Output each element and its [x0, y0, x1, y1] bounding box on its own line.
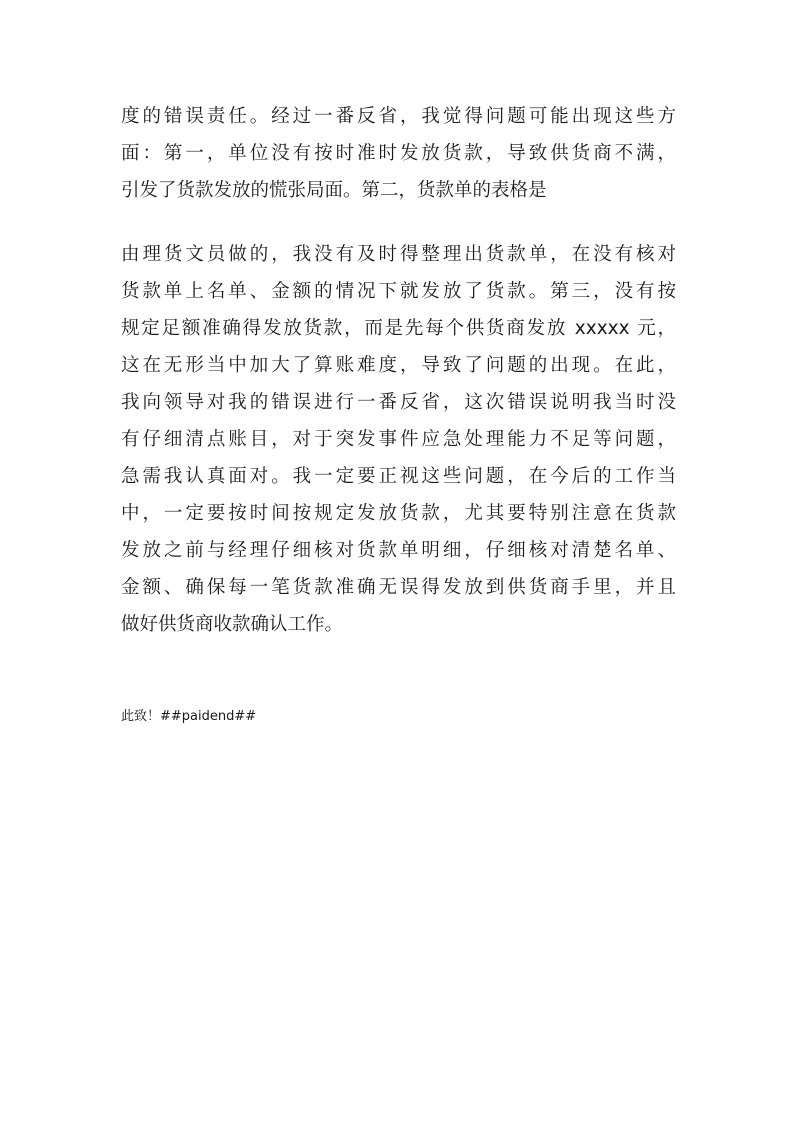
- text-line: 发放之前与经理仔细核对货款单明细，仔细核对清楚名单、: [121, 540, 676, 561]
- closing-salutation: 此致！##paidend##: [121, 709, 257, 724]
- text-line: 金额、确保每一笔货款准确无误得发放到供货商手里，并且: [121, 577, 676, 598]
- text-line: 货款单上名单、金额的情况下就发放了货款。第三，没有按: [121, 281, 676, 302]
- text-line: 由理货文员做的，我没有及时得整理出货款单，在没有核对: [121, 244, 676, 265]
- text-line: 有仔细清点账目，对于突发事件应急处理能力不足等问题，: [121, 429, 676, 450]
- text-line: 面：第一，单位没有按时准时发放货款，导致供货商不满，: [121, 143, 676, 164]
- text-line: 引发了货款发放的慌张局面。第二，货款单的表格是: [121, 180, 547, 201]
- text-line: 做好供货商收款确认工作。: [121, 614, 344, 635]
- paragraph-1: [121, 98, 676, 209]
- paragraph-2: [121, 236, 676, 643]
- text-line: 度的错误责任。经过一番反省，我觉得问题可能出现这些方: [121, 106, 676, 127]
- text-line: 规定足额准确得发放货款，而是先每个供货商发放 xxxxx 元，: [121, 318, 676, 339]
- text-line: 我向领导对我的错误进行一番反省，这次错误说明我当时没: [121, 392, 676, 413]
- text-line: 中，一定要按时间按规定发放货款，尤其要特别注意在货款: [121, 503, 676, 524]
- text-line: 急需我认真面对。我一定要正视这些问题，在今后的工作当: [121, 466, 676, 487]
- text-line: 这在无形当中加大了算账难度，导致了问题的出现。在此，: [121, 355, 676, 376]
